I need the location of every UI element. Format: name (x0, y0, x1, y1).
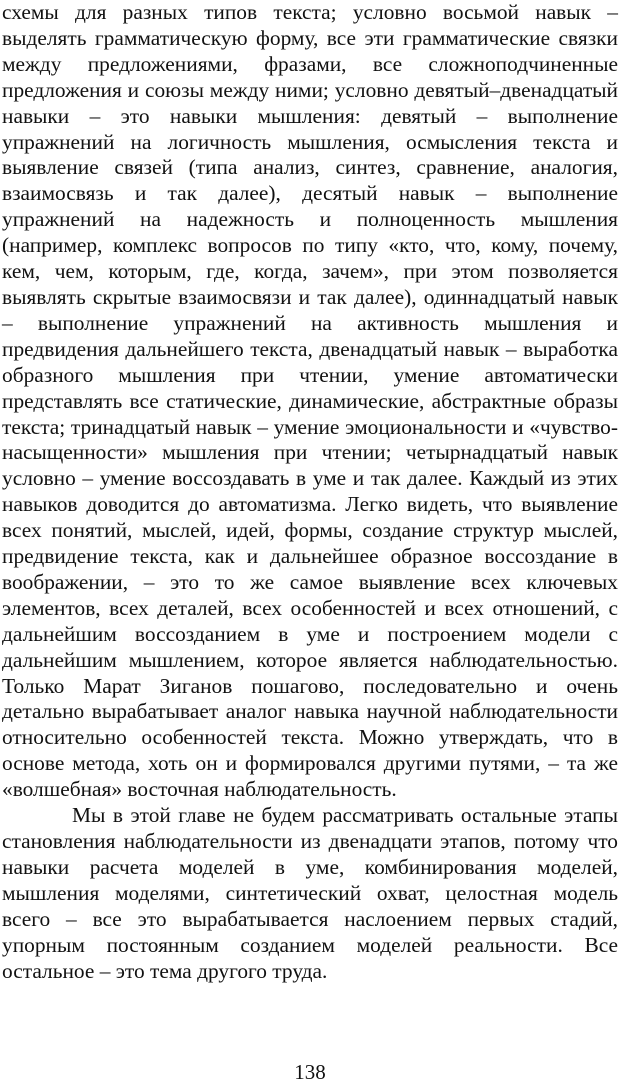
page-number: 138 (294, 1060, 326, 1084)
body-text (2, 0, 618, 984)
paragraph-2: Мы в этой главе не будем рассматривать остальные этапы становления наблюдательности из двенадцати этапов, потому что навыки расчета моделей в уме, комбинирования моделей, мышления моделями, синтетический охват, целостная модель всего – все это вырабатывается наслоением первых стадий, упорным постоянным созданием моделей реальности. Все остальное – это тема другого труда. (2, 803, 618, 983)
paragraph-1: схемы для разных типов текста; условно восьмой навык – выделять грамматическую форму, все эти грамматические связки между предложениями, фразами, все сложноподчиненные предложения и союзы между ними; условно девятый–двенадцатый навыки – это навыки мышления: девятый – выполнение упражнений на логичность мышления, осмысления текста и выявление связей (типа анализ, синтез, сравнение, аналогия, взаимосвязь и так далее), десятый навык – выполнение упражнений на надежность и полноценность мышления (например, комплекс вопросов по типу «кто, что, кому, почему, кем, чем, которым, где, когда, зачем», при этом позволяется выявлять скрытые взаимосвязи и так далее), одиннадцатый навык – выполнение упражнений на активность мышления и предвидения дальнейшего текста, двенадцатый навык – выработка образного мышления при чтении, умение автоматически представлять все статические, динамические, абстрактные образы текста; тринадцатый навык – умение эмоциональности и «чувство-насыщенности» мышления при чтении; четырнадцатый навык условно – умение воссоздавать в уме и так далее. Каждый из этих навыков доводится до автоматизма. Легко видеть, что выявление всех понятий, мыслей, идей, формы, создание структур мыслей, предвидение текста, как и дальнейшее образное воссоздание в воображении, – это то же самое выявление всех ключевых элементов, всех деталей, всех особенностей и всех отношений, с дальнейшим воссозданием в уме и построением модели с дальнейшим мышлением, которое является наблюдательностью. Только Марат Зиганов пошагово, последовательно и очень детально вырабатывает аналог навыка научной наблюдательности относительно особенностей текста. Можно утверждать, что в основе метода, хоть он и формировался другими путями, – та же «волшебная» восточная наблюдательность. (2, 0, 618, 802)
